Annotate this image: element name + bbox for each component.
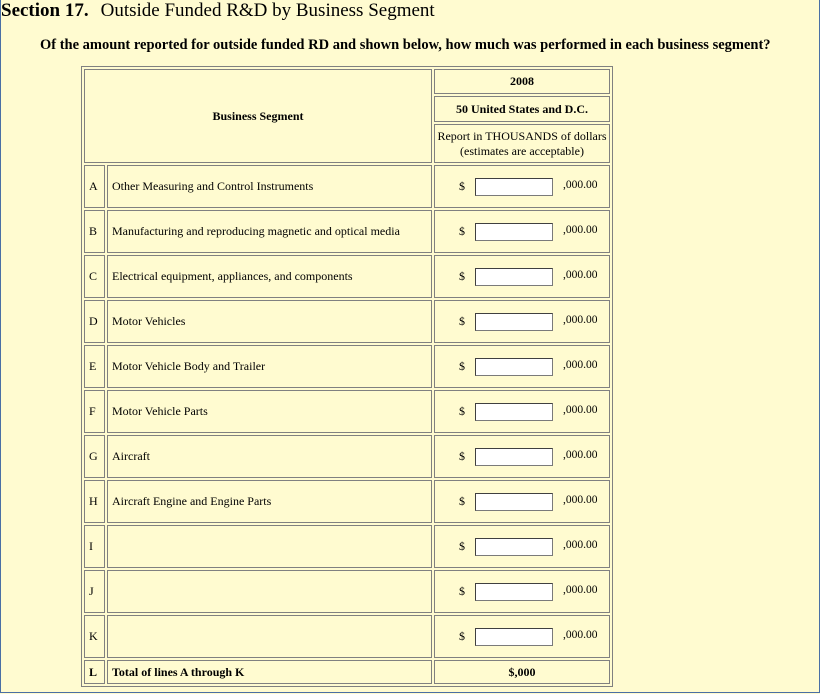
dollar-sign: $ — [459, 494, 465, 508]
amount-cell — [434, 390, 610, 433]
table-row — [84, 615, 610, 658]
row-letter: B — [84, 210, 105, 253]
thousands-suffix: ,000.00 — [563, 359, 598, 371]
table-row — [84, 435, 610, 478]
segment-label: Aircraft — [107, 435, 432, 478]
year-header: 2008 — [434, 69, 610, 94]
row-letter: C — [84, 255, 105, 298]
dollar-sign: $ — [459, 224, 465, 238]
total-label: Total of lines A through K — [107, 660, 432, 684]
thousands-suffix: ,000.00 — [563, 314, 598, 326]
question-text: Of the amount reported for outside funded RD and shown below, how much was performed in each business segment? — [40, 37, 771, 53]
amount-cell — [434, 210, 610, 253]
amount-input[interactable] — [475, 358, 553, 376]
segment-label: Aircraft Engine and Engine Parts — [107, 480, 432, 523]
table-row — [84, 525, 610, 568]
total-value: $,000 — [434, 660, 610, 684]
amount-input[interactable] — [475, 403, 553, 421]
thousands-suffix: ,000.00 — [563, 539, 598, 551]
amount-input[interactable] — [475, 223, 553, 241]
table-row — [84, 390, 610, 433]
amount-input[interactable] — [475, 538, 553, 556]
section-title: Outside Funded R&D by Business Segment — [100, 0, 435, 21]
dollar-sign: $ — [459, 179, 465, 193]
row-letter: E — [84, 345, 105, 388]
thousands-suffix: ,000.00 — [563, 269, 598, 281]
business-segment-header: Business Segment — [84, 69, 432, 163]
report-line-2: (estimates are acceptable) — [460, 143, 584, 158]
row-letter: I — [84, 525, 105, 568]
dollar-sign: $ — [459, 584, 465, 598]
amount-cell — [434, 480, 610, 523]
amount-input[interactable] — [475, 313, 553, 331]
dollar-sign: $ — [459, 269, 465, 283]
amount-input[interactable] — [475, 583, 553, 601]
row-letter: H — [84, 480, 105, 523]
amount-input[interactable] — [475, 628, 553, 646]
thousands-suffix: ,000.00 — [563, 629, 598, 641]
table-row — [84, 210, 610, 253]
section-heading — [1, 0, 435, 22]
thousands-suffix: ,000.00 — [563, 404, 598, 416]
report-instructions — [434, 124, 610, 163]
thousands-suffix: ,000.00 — [563, 494, 598, 506]
amount-input[interactable] — [475, 268, 553, 286]
dollar-sign: $ — [459, 629, 465, 643]
amount-input[interactable] — [475, 448, 553, 466]
segment-table — [81, 66, 613, 687]
table-row — [84, 300, 610, 343]
amount-input[interactable] — [475, 493, 553, 511]
amount-cell — [434, 345, 610, 388]
table-row — [84, 165, 610, 208]
table-row — [84, 570, 610, 613]
thousands-suffix: ,000.00 — [563, 584, 598, 596]
thousands-suffix: ,000.00 — [563, 224, 598, 236]
row-letter: D — [84, 300, 105, 343]
states-header: 50 United States and D.C. — [434, 96, 610, 122]
segment-label: Electrical equipment, appliances, and components — [107, 255, 432, 298]
dollar-sign: $ — [459, 359, 465, 373]
segment-label — [107, 570, 432, 613]
segment-label: Manufacturing and reproducing magnetic and optical media — [107, 210, 432, 253]
segment-label — [107, 525, 432, 568]
amount-cell — [434, 435, 610, 478]
segment-label: Motor Vehicles — [107, 300, 432, 343]
amount-cell — [434, 525, 610, 568]
segment-label: Motor Vehicle Parts — [107, 390, 432, 433]
dollar-sign: $ — [459, 314, 465, 328]
row-letter: K — [84, 615, 105, 658]
amount-cell — [434, 165, 610, 208]
table-row — [84, 480, 610, 523]
row-letter: J — [84, 570, 105, 613]
total-row — [84, 660, 610, 684]
thousands-suffix: ,000.00 — [563, 179, 598, 191]
amount-cell — [434, 570, 610, 613]
section-number: Section 17. — [1, 0, 89, 21]
thousands-suffix: ,000.00 — [563, 449, 598, 461]
segment-label — [107, 615, 432, 658]
row-letter: G — [84, 435, 105, 478]
row-letter: F — [84, 390, 105, 433]
table-row — [84, 345, 610, 388]
dollar-sign: $ — [459, 449, 465, 463]
report-line-1: Report in THOUSANDS of dollars — [437, 128, 607, 143]
dollar-sign: $ — [459, 539, 465, 553]
dollar-sign: $ — [459, 404, 465, 418]
amount-input[interactable] — [475, 178, 553, 196]
segment-label: Other Measuring and Control Instruments — [107, 165, 432, 208]
segment-label: Motor Vehicle Body and Trailer — [107, 345, 432, 388]
amount-cell — [434, 300, 610, 343]
table-row — [84, 255, 610, 298]
amount-cell — [434, 615, 610, 658]
amount-cell — [434, 255, 610, 298]
row-letter: L — [84, 660, 105, 684]
row-letter: A — [84, 165, 105, 208]
